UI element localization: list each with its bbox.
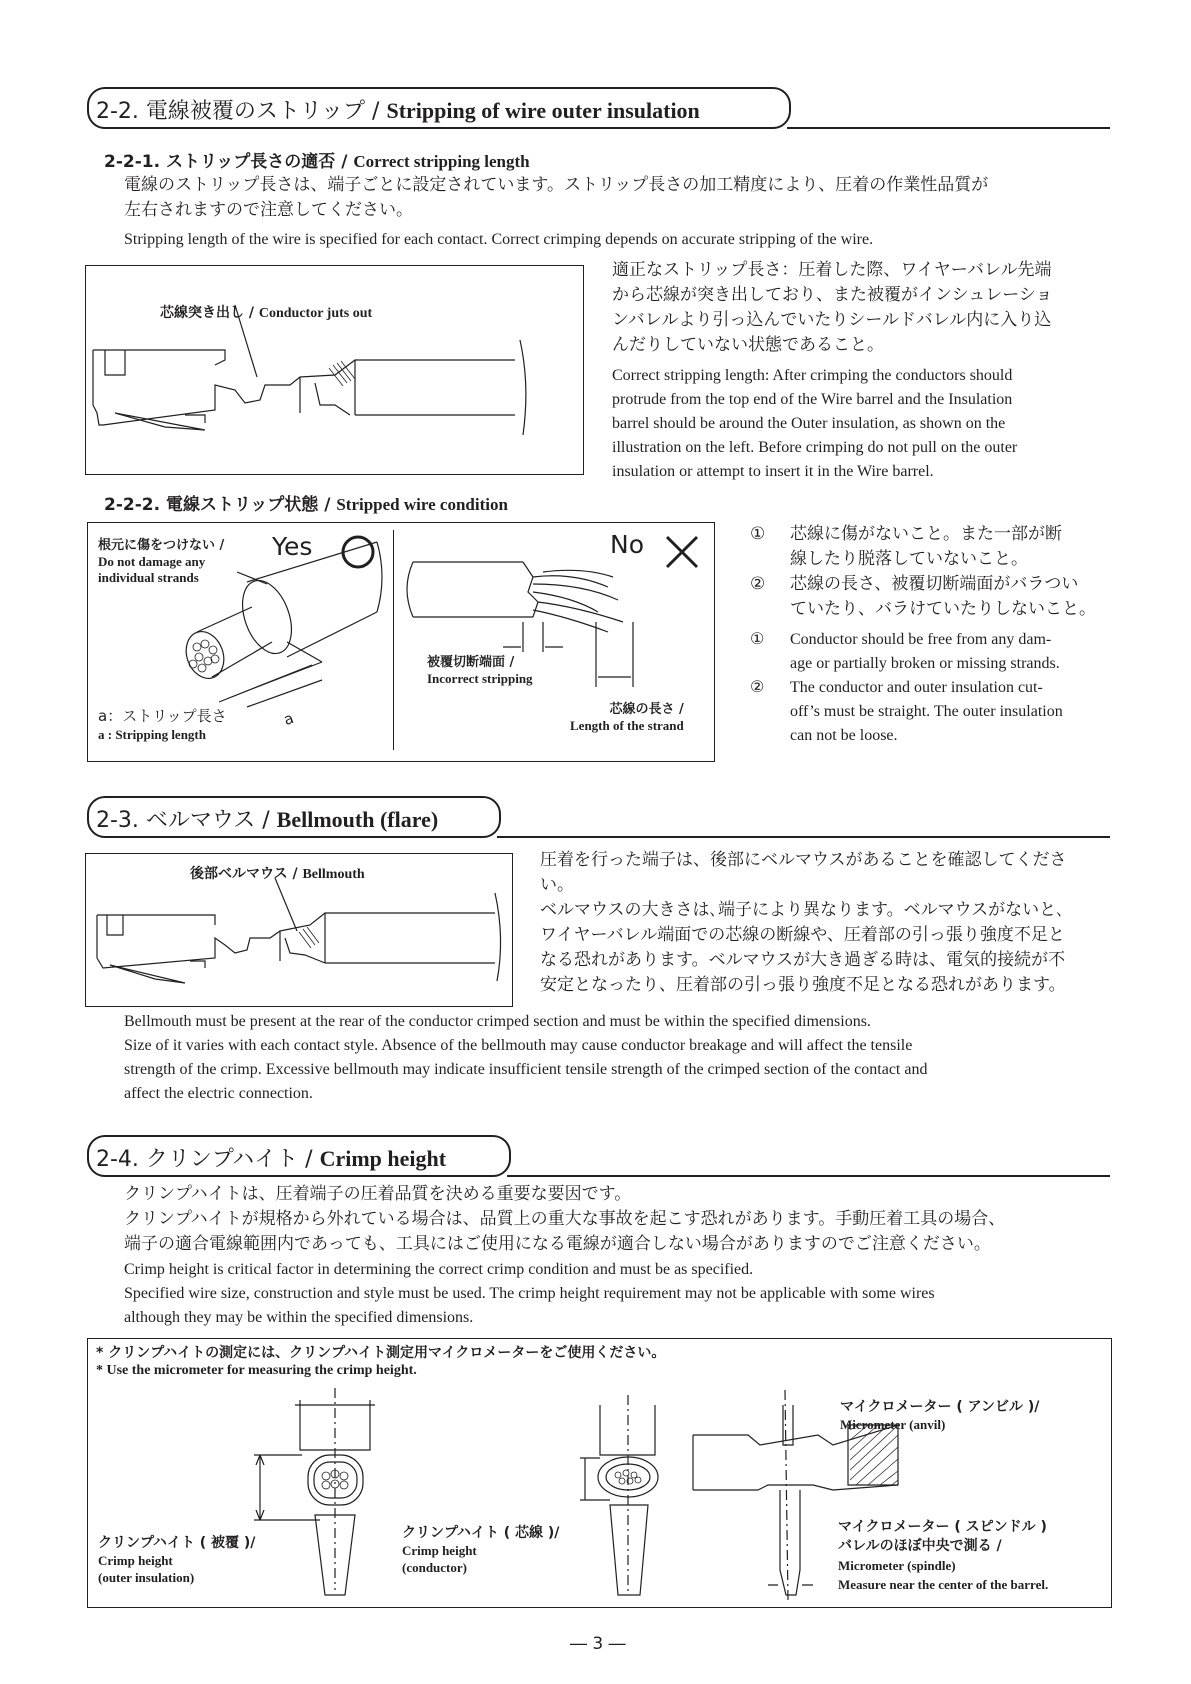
section-2-3-rule [497, 836, 1110, 838]
subsection-2-2-1-side-en: Correct stripping length: After crimping the conductors should protrude from the top end of the Wire barrel and the Insulation barrel should be around the Outer insulation, as shown on the illustration on the left. Before crimping do not pull on the outer insulation or attempt to insert it in the Wire barrel. [612, 367, 1018, 480]
section-2-2-rule [787, 127, 1110, 129]
good-strip-drawing [87, 522, 393, 760]
no-label: No [610, 530, 644, 559]
subsection-2-2-1-body-jp: 電線のストリップ長さは、端子ごとに設定されています。ストリップ長さの加工精度により、圧着の作業性品質が 左右されますので注意してください。 [124, 175, 989, 220]
figure-bellmouth-label: 後部ベルマウス / Bellmouth [190, 866, 365, 882]
subsection-2-2-1-title: 2-2-1. ストリップ長さの適否 / Correct stripping length [104, 152, 530, 172]
subsection-2-2-1-body-en: Stripping length of the wire is specified for each contact. Correct crimping depends on accurate stripping of the wire. [124, 231, 874, 248]
section-2-3-side-jp: 圧着を行った端子は、後部にベルマウスがあることを確認してくださ い。 ベルマウスの大きさは､端子により異なります。ベルマウスがないと､ ワイヤーバレル端面での芯線の断線や、圧着部の引っ張り強度不足と なる恐れがあります。ベルマウスが大き過ぎる時は、電気的接続が不 安定となったり、圧着部の引っ張り強度不足となる恐れがあります。 [540, 850, 1067, 995]
subsection-2-2-1-side-jp: 適正なストリップ長さ：圧着した際、ワイヤーバレル先端 から芯線が突き出しており、また被覆がインシュレーショ ンバレルより引っ込んでいたりシールドバレル内に入り込 んだりしていない状態であること。 [612, 260, 1053, 355]
section-2-4-rule [507, 1175, 1110, 1177]
label-micrometer-anvil: マイクロメーター ( アンビル )/ Micrometer (anvil) [840, 1399, 1040, 1432]
crimp-height-conductor-drawing [560, 1390, 700, 1600]
figure-conductor-juts-out-label: 芯線突き出し / Conductor juts out [160, 305, 373, 321]
condition-item-jp-1: ① 芯線に傷がないこと。また一部が断 線したり脱落していないこと。 [750, 524, 1062, 569]
label-do-not-damage: 根元に傷をつけない / Do not damage any individual strands [98, 538, 225, 585]
bellmouth-contact-drawing [85, 853, 511, 1005]
condition-item-jp-2: ② 芯線の長さ、被覆切断端面がバラつい ていたり、バラけていたりしないこと。 [750, 574, 1096, 619]
section-2-4-title: 2-4. クリンプハイト / Crimp height [96, 1146, 447, 1172]
subsection-2-2-2-title: 2-2-2. 電線ストリップ状態 / Stripped wire condition [104, 495, 508, 515]
crimp-height-outer-drawing [240, 1380, 410, 1600]
section-2-4-body-jp: クリンプハイトは、圧着端子の圧着品質を決める重要な要因です。 クリンプハイトが規格から外れている場合は、品質上の重大な事故を起こす恐れがあります。手動圧着工具の場合、 端子の適合電線範囲内であっても、工具にはご使用になる電線が適合しない場合がありますのでご注意ください。 [124, 1184, 1006, 1254]
contact-crimped-drawing [85, 265, 582, 473]
condition-list-jp [750, 522, 1120, 622]
label-incorrect-stripping: 被覆切断端面 / Incorrect stripping [427, 655, 533, 686]
label-micrometer-spindle: マイクロメーター ( スピンドル ) バレルのほぼ中央で測る / Micrometer (spindle) Measure near the center of the barrel. [838, 1519, 1049, 1592]
label-crimp-height-outer: クリンプハイト ( 被覆 )/ Crimp height (outer insulation) [98, 1535, 256, 1585]
section-2-2-title: 2-2. 電線被覆のストリップ / Stripping of wire outer insulation [96, 98, 700, 124]
yes-label: Yes [272, 532, 313, 561]
label-crimp-height-conductor: クリンプハイト ( 芯線 )/ Crimp height (conductor) [402, 1525, 560, 1575]
section-2-4-body-en: Crimp height is critical factor in determining the correct crimp condition and must be as specified. Specified wire size, construction and style must be used. The crimp height requirement may not be applicable with some wires although they may be within the specified dimensions. [124, 1261, 935, 1326]
section-2-3-title: 2-3. ベルマウス / Bellmouth (flare) [96, 807, 439, 833]
crimp-height-note: * クリンプハイトの測定には、クリンプハイト測定用マイクロメーターをご使用ください。 * Use the micrometer for measuring the crimp height. [96, 1345, 666, 1378]
section-2-3-body-en: Bellmouth must be present at the rear of the conductor crimped section and must be within the specified dimensions. Size of it varies with each contact style. Absence of the bellmouth may cause conductor breakage and will affect the tensile strength of the crimp. Excessive bellmouth may indicate insufficient tensile strength of the crimped section of the contact and affect the electric connection. [124, 1013, 928, 1102]
dimension-a-label: a [281, 708, 297, 730]
condition-list-en [750, 628, 1120, 748]
label-strand-length: 芯線の長さ / Length of the strand [570, 702, 684, 733]
condition-item-en-1: ① Conductor should be free from any dam- age or partially broken or missing strands. [750, 631, 1060, 672]
label-stripping-length: a：ストリップ長さ a : Stripping length [98, 707, 227, 742]
condition-item-en-2: ② The conductor and outer insulation cut- off’s must be straight. The outer insulation can not be loose. [750, 679, 1063, 744]
page-number: ― 3 ― [570, 1634, 626, 1654]
